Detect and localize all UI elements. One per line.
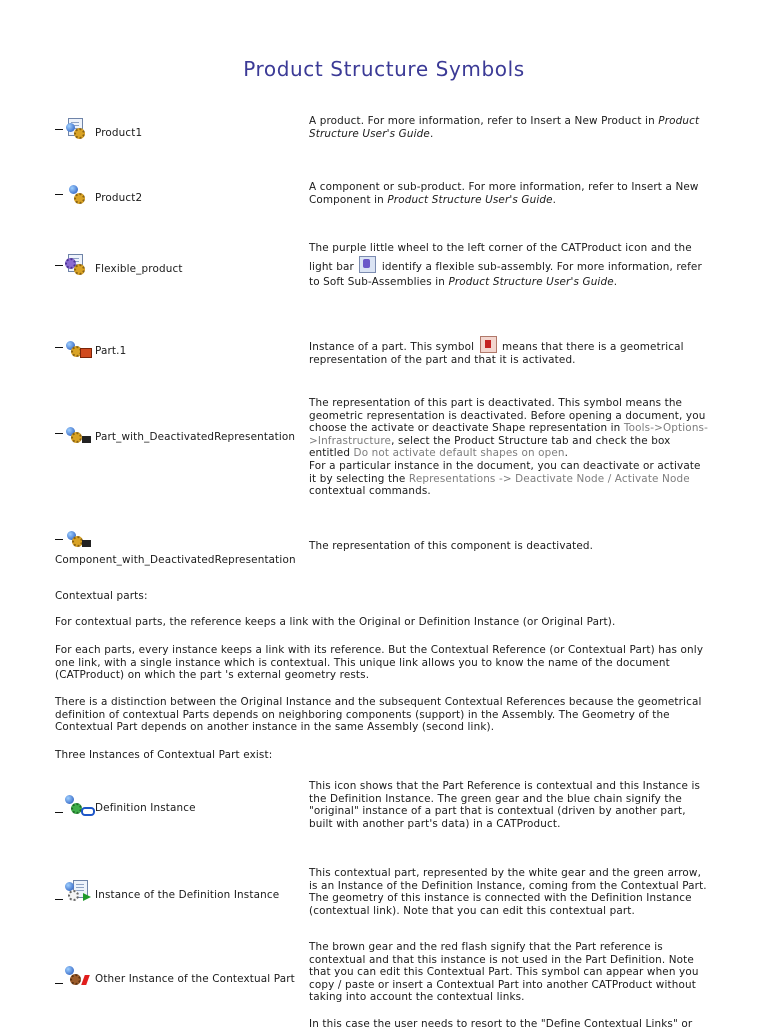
symbol-description: A product. For more information, refer to Insert a New Product in Product Structure User's Guide.: [309, 115, 700, 140]
paragraph: There is a distinction between the Original Instance and the subsequent Contextual References because the geometrical definition of contextual Parts depends on neighboring components (support) in the Assembly. The Geometry of the Contextual Part depends on another instance in the same Assembly (second link).: [55, 696, 702, 734]
tree-dash: [55, 539, 63, 540]
paragraph: For each parts, every instance keeps a link with its reference. But the Contextual Reference (or Contextual Part) has only one link, with a single instance which is contextual. This unique link allows you to know the name of the document (CATProduct) on which the part 's external geometry rests.: [55, 644, 704, 682]
symbol-description: The representation of this component is deactivated.: [309, 540, 594, 552]
tree-dash: [55, 347, 63, 348]
tree-dash: [55, 129, 63, 130]
component-icon: [63, 183, 93, 207]
instance-of-definition-icon: [63, 880, 93, 904]
symbol-cell: [55, 336, 126, 360]
product-icon: [63, 118, 93, 142]
symbol-description: The purple little wheel to the left corner of the CATProduct icon and the light bar identify a flexible sub-assembly. For more information, refer to Soft Sub-Assemblies in Product Structure User's Guide.: [309, 242, 702, 288]
paragraph: Three Instances of Contextual Part exist:: [55, 749, 273, 761]
symbol-description: A component or sub-product. For more information, refer to Insert a New Component in Product Structure User's Guide.: [309, 181, 699, 206]
symbol-label: Part.1: [95, 345, 127, 357]
symbol-description: This contextual part, represented by the white gear and the green arrow, is an Instance of the Definition Instance, coming from the Contextual Part. The geometry of this instance is connected with the Definition Instance (contextual link). Note that you can edit this contextual part.: [309, 867, 707, 917]
symbol-cell: [55, 530, 296, 566]
tree-dash: [55, 433, 63, 434]
symbol-label: Definition Instance: [95, 802, 196, 814]
tree-dash: [55, 983, 63, 984]
tree-dash: [55, 899, 63, 900]
symbol-description: This icon shows that the Part Reference is contextual and this Instance is the Definition Instance. The green gear and the blue chain signify the "original" instance of a part that is contextual (driven by another part, built with another part's data) in a CATProduct.: [309, 780, 701, 830]
symbol-label: Flexible_product: [95, 263, 183, 275]
other-instance-icon: [63, 964, 93, 988]
component-deactivated-icon: [63, 530, 93, 550]
symbol-description-continued: In this case the user needs to resort to the "Define Contextual Links" or: [309, 1018, 693, 1030]
flexible-product-icon: [63, 254, 93, 278]
symbol-label: Product2: [95, 192, 143, 204]
symbol-cell: [55, 793, 196, 817]
symbol-description: The representation of this part is deactivated. This symbol means the geometric representation is deactivated. Before opening a document, you choose the activate or deactivate Shape representation in Tools->Options->Infrastructure, select the Product Structure tab and check the box entitled Do not activate default shapes on open. For a particular instance in the document, you can deactivate or activate it by selecting the Representations -> Deactivate Node / Activate Node contextual commands.: [309, 397, 709, 498]
symbol-label: Instance of the Definition Instance: [95, 889, 280, 901]
symbol-label: Part_with_DeactivatedRepresentation: [95, 431, 296, 443]
definition-instance-icon: [63, 793, 93, 817]
tree-dash: [55, 194, 63, 195]
section-heading: Contextual parts:: [55, 590, 148, 602]
symbol-label: Other Instance of the Contextual Part: [95, 973, 295, 985]
page-title: Product Structure Symbols: [243, 57, 525, 81]
tree-dash: [55, 812, 63, 813]
symbol-cell: [55, 422, 295, 446]
symbol-cell: [55, 880, 279, 904]
paragraph: For contextual parts, the reference keeps a link with the Original or Definition Instance (or Original Part).: [55, 616, 616, 628]
part-deactivated-icon: [63, 422, 93, 446]
symbol-cell: [55, 964, 295, 988]
representation-icon: [480, 336, 497, 353]
symbol-cell: [55, 183, 142, 207]
symbol-label: Component_with_DeactivatedRepresentation: [55, 554, 296, 566]
symbol-description: The brown gear and the red flash signify that the Part reference is contextual and that this instance is not used in the Part Definition. Note that you can edit this Contextual Part. This symbol can appear when you copy / paste or insert a Contextual Part into another CATProduct without taking into account the contextual links.: [309, 941, 699, 1004]
symbol-cell: [55, 254, 183, 278]
symbol-label: Product1: [95, 127, 143, 139]
part-icon: [63, 336, 93, 360]
tree-dash: [55, 265, 63, 266]
light-bar-icon: [359, 256, 376, 273]
symbol-cell: [55, 118, 142, 142]
symbol-description: Instance of a part. This symbol means that there is a geometrical representation of the part and that it is activated.: [309, 336, 711, 367]
